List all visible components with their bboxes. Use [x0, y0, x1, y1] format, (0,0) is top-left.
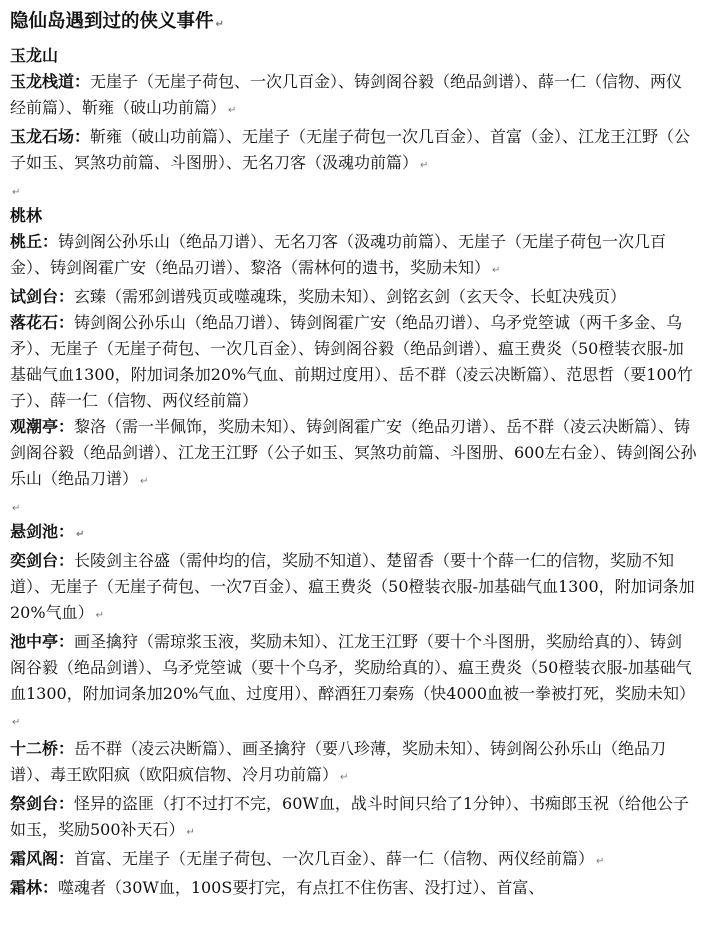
location-label: 桃丘： [10, 232, 59, 251]
blank-line [10, 179, 698, 201]
event-text: 岳不群（凌云决断篇）、画圣擒狩（要八珍薄，奖励未知）、铸剑阁公孙乐山（绝品刀谱）、毒王欧阳疯（欧阳疯信物、冷月功前篇） [10, 739, 667, 784]
event-entry [10, 229, 698, 284]
paragraph-return-icon: ↵ [12, 717, 21, 728]
paragraph-return-icon: ↵ [140, 476, 149, 487]
event-entry [10, 846, 698, 875]
event-entry [10, 414, 698, 495]
event-text: 首富、无崖子（无崖子荷包、一次几百金）、薛一仁（信物、两仪经前篇） [74, 849, 595, 868]
event-text: 玄臻（需邪剑谱残页或噬魂珠，奖励未知）、剑铭玄剑（玄天令、长虹决残页） [74, 287, 627, 306]
paragraph-return-icon: ↵ [95, 610, 104, 621]
event-text: 长陵剑主谷盛（需仲均的信，奖励不知道）、楚留香（要十个薛一仁的信物，奖励不知道）、无崖子（无崖子荷包、一次7百金）、瘟王费炎（50橙装衣服-加基础气血1300，附加词条加20%气血） [10, 551, 695, 622]
section-heading: 桃林 [10, 206, 43, 225]
event-entry [10, 284, 698, 310]
paragraph-return-icon: ↵ [420, 160, 429, 171]
location-label: 霜风阁： [10, 849, 75, 868]
event-entry [10, 548, 698, 629]
section-heading [10, 519, 698, 548]
location-label: 试剑台： [10, 287, 75, 306]
paragraph-return-icon: ↵ [340, 772, 349, 783]
location-label: 祭剑台： [10, 794, 75, 813]
event-entry [10, 875, 698, 901]
event-entry [10, 310, 698, 414]
event-entry [10, 736, 698, 791]
paragraph-return-icon: ↵ [596, 856, 605, 867]
location-label: 落花石： [10, 313, 75, 332]
location-label: 霜林： [10, 878, 59, 897]
event-entry [10, 629, 698, 736]
event-text: 无崖子（无崖子荷包、一次几百金）、铸剑阁谷毅（绝品剑谱）、薛一仁（信物、两仪经前篇）、靳雍（破山功前篇） [10, 72, 683, 117]
document-title-text: 隐仙岛遇到过的侠义事件 [10, 11, 214, 32]
event-text: 噬魂者（30W血，100S要打完，有点扛不住伤害、没打过）、首富、 [58, 878, 545, 897]
event-entry [10, 791, 698, 846]
location-label: 观潮亭： [10, 417, 75, 436]
event-text: 怪异的盗匪（打不过打不完，60W血，战斗时间只给了1分钟）、书痴郎玉祝（给他公子如玉，奖励500补天石） [10, 794, 690, 839]
document-title [10, 8, 698, 39]
paragraph-return-icon: ↵ [186, 827, 195, 838]
paragraph-return-icon: ↵ [492, 265, 501, 276]
paragraph-return-icon: ↵ [76, 529, 85, 540]
event-text: 黎洛（需一半佩饰，奖励未知）、铸剑阁霍广安（绝品刃谱）、岳不群（凌云决断篇）、铸剑阁谷毅（绝品剑谱）、江龙王江野（公子如玉、冥煞功前篇、斗图册、600左右金）、铸剑阁公孙乐山（绝品刀谱） [10, 417, 697, 488]
paragraph-return-icon: ↵ [12, 187, 21, 198]
event-entry [10, 124, 698, 179]
section-heading: 玉龙山 [10, 46, 59, 65]
location-label: 奕剑台： [10, 551, 75, 570]
location-label: 玉龙栈道： [10, 72, 91, 91]
event-text: 铸剑阁公孙乐山（绝品刀谱）、无名刀客（汲魂功前篇）、无崖子（无崖子荷包一次几百金）、铸剑阁霍广安（绝品刃谱）、黎洛（需林何的遗书，奖励未知） [10, 232, 667, 277]
event-entry [10, 69, 698, 124]
paragraph-return-icon: ↵ [228, 105, 237, 116]
location-label: 玉龙石场： [10, 127, 91, 146]
paragraph-return-icon: ↵ [12, 503, 21, 514]
paragraph-return-icon: ↵ [215, 19, 224, 30]
section-heading-text: 悬剑池： [10, 522, 75, 541]
event-text: 画圣擒狩（需琼浆玉液，奖励未知）、江龙王江野（要十个斗图册，奖励给真的）、铸剑阁谷毅（绝品剑谱）、乌矛党箜诚（要十个乌矛，奖励给真的）、瘟王费炎（50橙装衣服-加基础气血1300，附加词条加20%气血、过度用）、醉酒狂刀秦殇（快4000血被一拳被打死，奖励未知） [10, 632, 696, 703]
event-text: 靳雍（破山功前篇）、无崖子（无崖子荷包一次几百金）、首富（金）、江龙王江野（公子如玉、冥煞功前篇、斗图册）、无名刀客（汲魂功前篇） [10, 127, 691, 172]
event-text: 铸剑阁公孙乐山（绝品刀谱）、铸剑阁霍广安（绝品刃谱）、乌矛党箜诚（两千多金、乌矛）、无崖子（无崖子荷包、一次几百金）、铸剑阁谷毅（绝品剑谱）、瘟王费炎（50橙装衣服-加基础气血1300，附加词条加20%气血、前期过度用）、岳不群（凌云决断篇）、范思哲（要100竹子）、薛一仁（信物、两仪经前篇） [10, 313, 693, 410]
blank-line [10, 495, 698, 517]
location-label: 池中亭： [10, 632, 75, 651]
location-label: 十二桥： [10, 739, 75, 758]
